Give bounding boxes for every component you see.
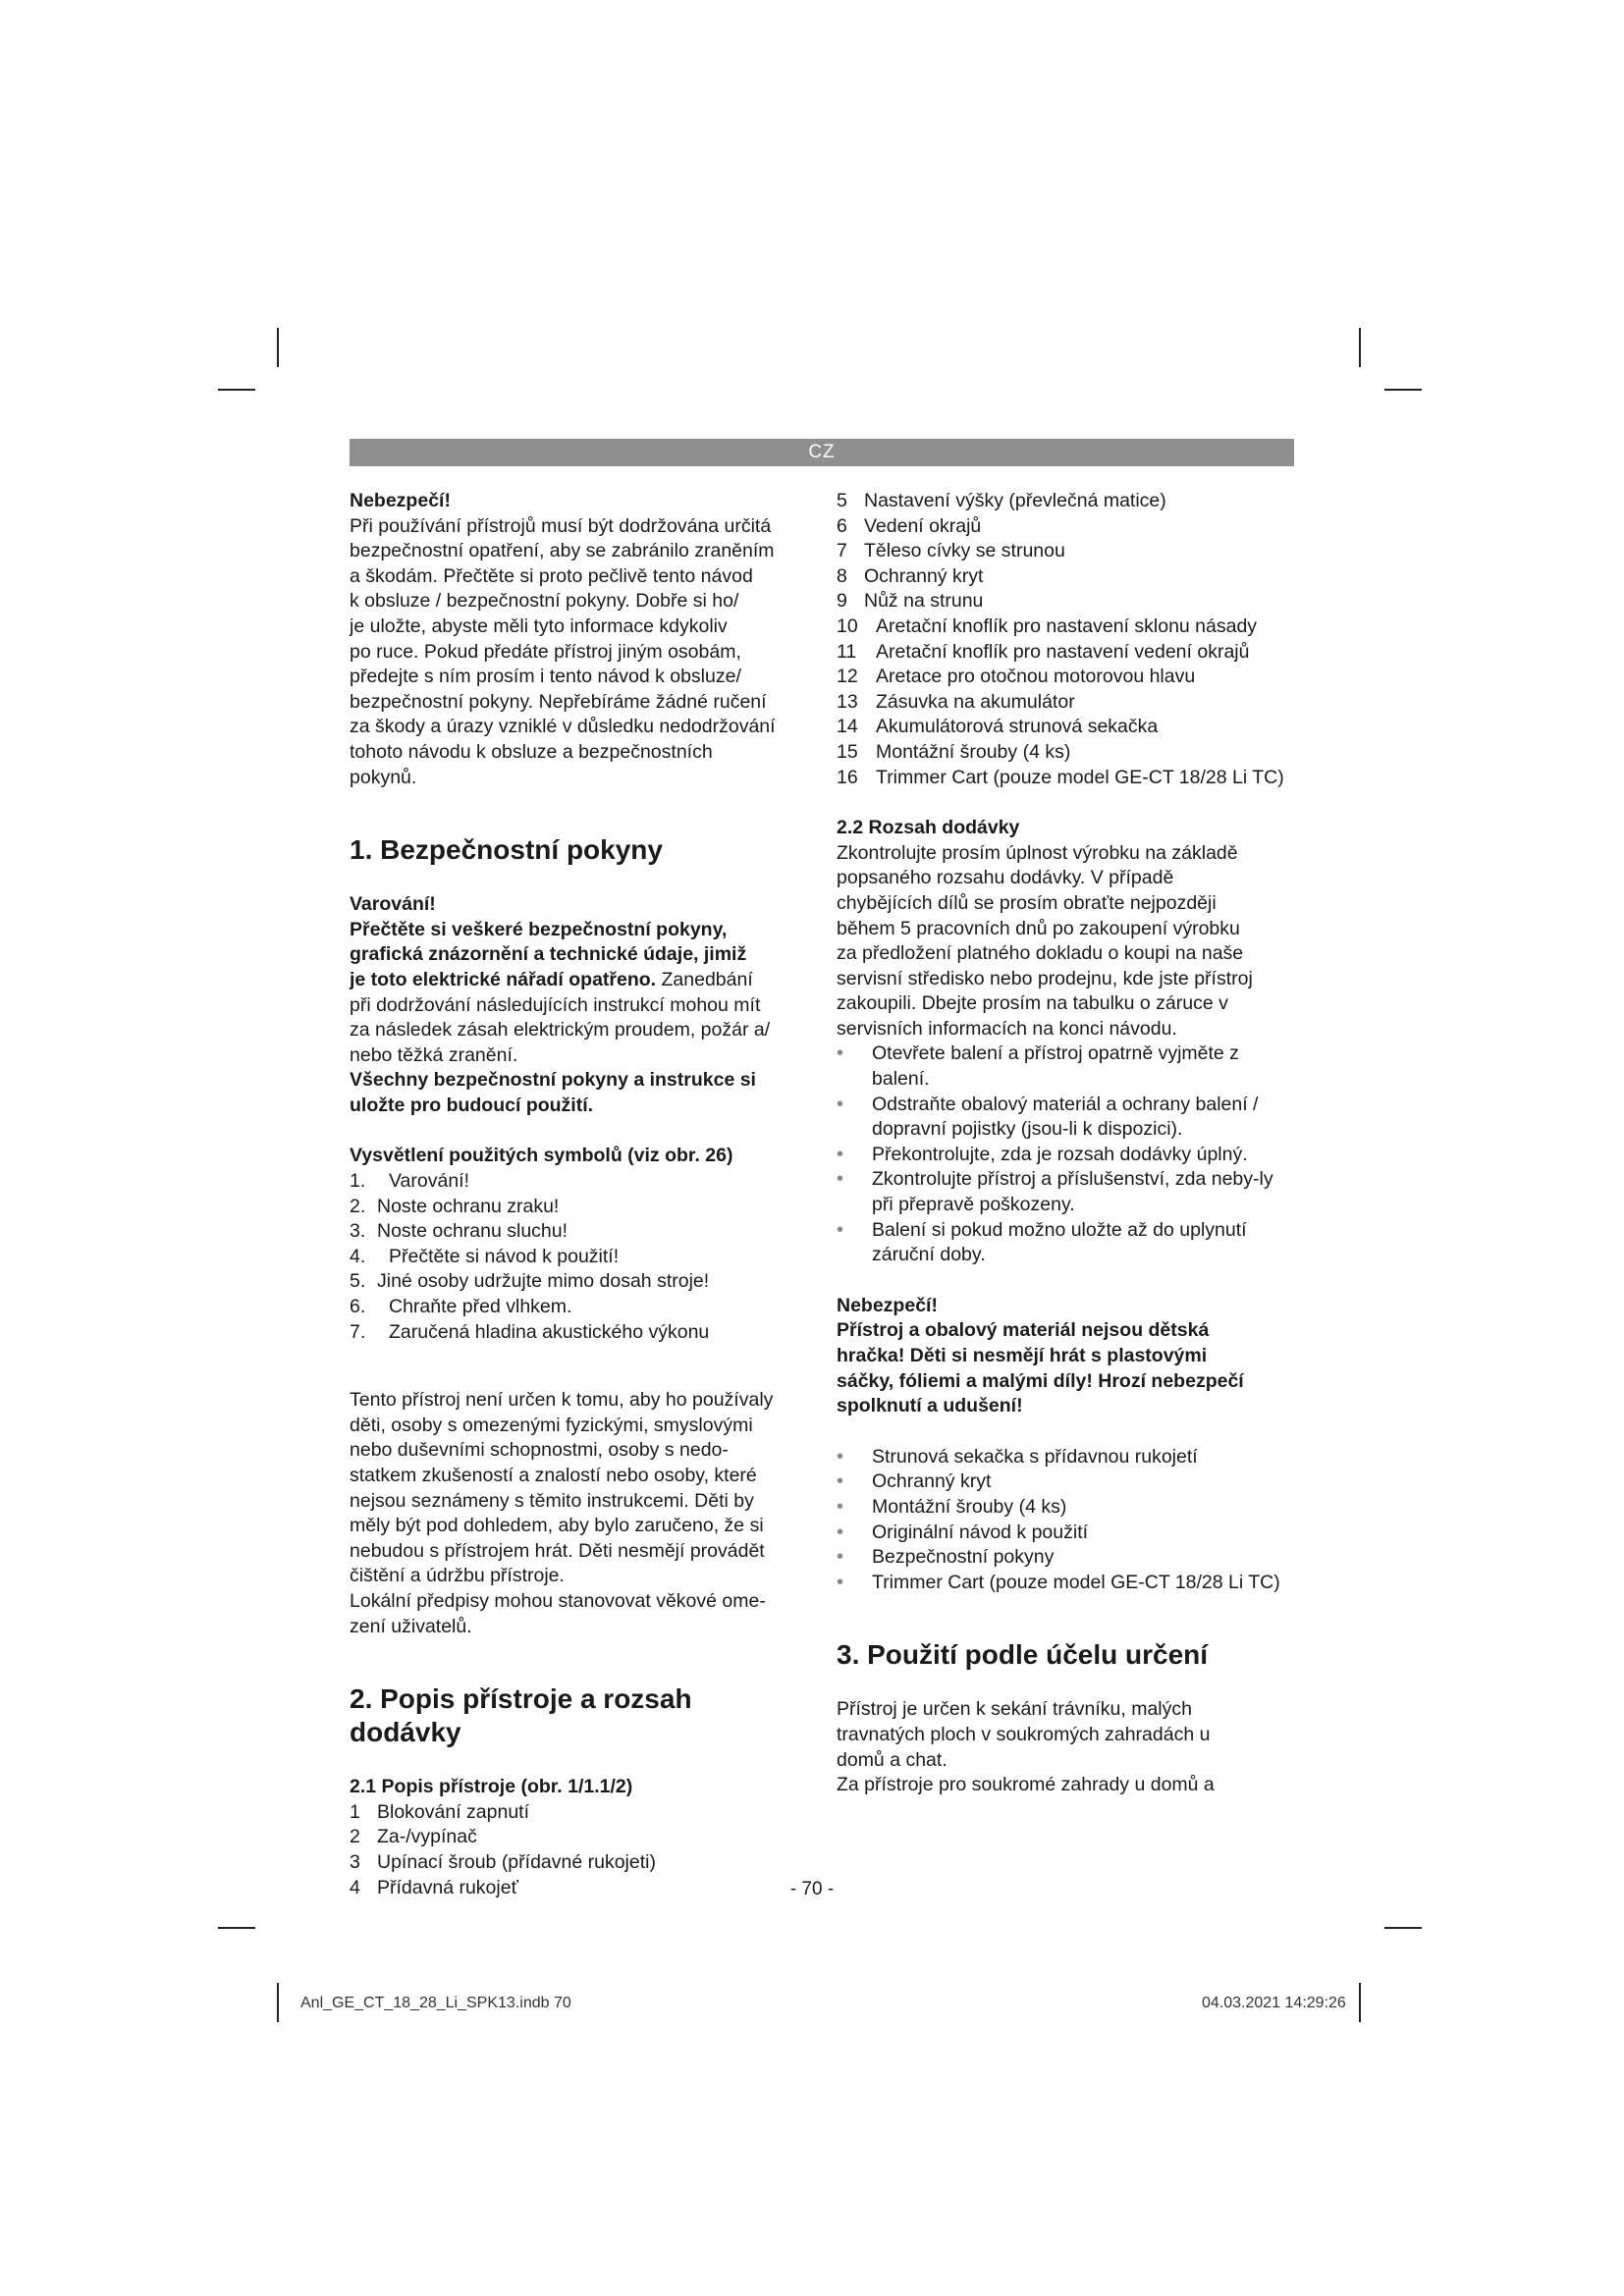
item-text: Nůž na strunu xyxy=(864,590,984,613)
text-line: nebo duševními schopnostmi, osoby s nedo- xyxy=(350,1439,729,1462)
item-number: 9 xyxy=(837,590,847,613)
item-number: 8 xyxy=(837,564,847,587)
item-number: 3 xyxy=(350,1850,360,1873)
item-number: 12 xyxy=(837,666,858,688)
item-text: Ochranný kryt xyxy=(872,1470,992,1493)
bullet-icon: • xyxy=(837,1143,844,1165)
text-line: děti, osoby s omezenými fyzickými, smyslovými xyxy=(350,1414,753,1436)
text-line: zakoupili. Dbejte prosím na tabulku o záruce v xyxy=(837,992,1228,1015)
item-number: 1 xyxy=(350,1800,360,1823)
text-line: servisní středisko nebo prodejnu, kde jste přístroj xyxy=(837,967,1253,989)
scope-text xyxy=(837,841,1298,1042)
item-text: Noste ochranu sluchu! xyxy=(377,1220,568,1243)
text-line: při dodržování následujících instrukcí mohou mít xyxy=(350,993,761,1016)
text-line: Tento přístroj není určen k tomu, aby ho používaly xyxy=(350,1389,774,1412)
list-item xyxy=(350,1850,805,1876)
symbols-list xyxy=(350,1169,805,1345)
item-text: Montážní šrouby (4 ks) xyxy=(872,1495,1067,1518)
item-text: Chraňte před vlhkem. xyxy=(389,1296,572,1318)
list-item xyxy=(837,1521,1298,1546)
list-item xyxy=(350,1825,805,1850)
danger-bold-line: sáčky, fóliemi a malými díly! Hrozí nebezpečí xyxy=(837,1369,1244,1392)
section-heading-description: 2. Popis přístroje a rozsah dodávky xyxy=(350,1683,692,1748)
list-item xyxy=(350,1169,805,1195)
item-text: Jiné osoby udržujte mimo dosah stroje! xyxy=(377,1270,710,1293)
item-text: Montážní šrouby (4 ks) xyxy=(876,740,1071,763)
danger-bold-line: Přístroj a obalový materiál nejsou dětská xyxy=(837,1319,1210,1342)
crop-mark xyxy=(277,328,279,367)
list-item xyxy=(350,1269,805,1295)
item-number: 5 xyxy=(837,490,847,511)
item-number: 6 xyxy=(837,514,847,537)
item-text: Přečtěte si návod k použití! xyxy=(389,1245,620,1267)
item-text: Varování! xyxy=(389,1170,470,1193)
crop-mark xyxy=(1359,328,1361,367)
item-number: 1. xyxy=(350,1170,366,1193)
text-line: travnatých ploch v soukromých zahradách u xyxy=(837,1723,1211,1745)
item-number: 2. xyxy=(350,1195,366,1217)
item-text: Aretační knoflík pro nastavení vedení okrajů xyxy=(876,640,1250,663)
item-text: Originální návod k použití xyxy=(872,1521,1089,1543)
item-text: Bezpečnostní pokyny xyxy=(872,1546,1055,1569)
item-text: Zkontrolujte přístroj a příslušenství, zda neby-ly při přepravě poškozeny. xyxy=(872,1168,1273,1216)
language-header-bar: CZ xyxy=(350,439,1294,466)
bullet-icon: • xyxy=(837,1546,844,1569)
list-item xyxy=(837,690,1298,716)
list-item xyxy=(837,740,1298,766)
list-item xyxy=(350,1219,805,1245)
text-line: za předložení platného dokladu o koupi na naše xyxy=(837,942,1244,965)
text-line: předejte s ním prosím i tento návod k obsluze/ xyxy=(350,666,741,688)
list-item xyxy=(837,715,1298,740)
item-text: Trimmer Cart (pouze model GE-CT 18/28 Li TC) xyxy=(876,766,1284,788)
item-text: Odstraňte obalový materiál a ochrany balení / dopravní pojistky (jsou-li k dispozici). xyxy=(872,1093,1259,1141)
text-line: tohoto návodu k obsluze a bezpečnostních xyxy=(350,740,713,763)
list-item xyxy=(837,564,1298,590)
crop-mark xyxy=(218,389,255,391)
text-line: a škodám. Přečtěte si proto pečlivě tento návod xyxy=(350,564,753,587)
text-line: měly být pod dohledem, aby bylo zaručeno, že si xyxy=(350,1515,764,1537)
list-item xyxy=(350,1195,805,1220)
item-number: 10 xyxy=(837,614,858,637)
warning-bold-line: grafická znázornění a technické údaje, jimiž xyxy=(350,943,747,966)
item-text: Noste ochranu zraku! xyxy=(377,1195,560,1217)
list-item xyxy=(837,489,1298,514)
list-item xyxy=(350,1295,805,1320)
list-item xyxy=(837,1495,1298,1521)
text-line: nejsou seznámeny s těmito instrukcemi. Děti by xyxy=(350,1489,754,1512)
text-line: statkem zkušeností a znalostí nebo osoby, které xyxy=(350,1465,757,1486)
list-item xyxy=(837,614,1298,640)
scope-steps-list xyxy=(837,1041,1298,1267)
print-timestamp: 04.03.2021 14:29:26 xyxy=(1202,1995,1346,2011)
crop-mark xyxy=(1359,1983,1361,2022)
item-number: 7. xyxy=(350,1320,366,1343)
item-text: Vedení okrajů xyxy=(864,514,982,537)
subsection-heading-description: 2.1 Popis přístroje (obr. 1/1.1/2) xyxy=(350,1776,633,1798)
list-item xyxy=(837,1571,1298,1596)
package-contents-list xyxy=(837,1445,1298,1596)
item-number: 5. xyxy=(350,1270,366,1293)
text-line: během 5 pracovních dnů po zakoupení výrobku xyxy=(837,917,1240,939)
text-line: servisních informacích na konci návodu. xyxy=(837,1017,1177,1040)
item-text: Překontrolujte, zda je rozsah dodávky úplný. xyxy=(872,1143,1248,1165)
warning-title: Varování! xyxy=(350,893,436,916)
item-number: 4 xyxy=(350,1876,360,1898)
item-text: Za-/vypínač xyxy=(377,1826,477,1848)
text-line: popsaného rozsahu dodávky. V případě xyxy=(837,867,1174,889)
warning-bold-fragment: je toto elektrické nářadí opatřeno. xyxy=(350,968,657,990)
list-item xyxy=(837,665,1298,690)
right-column xyxy=(837,489,1298,1798)
danger-bold-line: spolknutí a udušení! xyxy=(837,1395,1023,1417)
item-number: 2 xyxy=(350,1826,360,1848)
warning-bold-line: Přečtěte si veškeré bezpečnostní pokyny, xyxy=(350,918,728,940)
bullet-icon: • xyxy=(837,1168,844,1191)
item-number: 15 xyxy=(837,740,858,763)
item-number: 14 xyxy=(837,716,858,738)
item-text: Aretace pro otočnou motorovou hlavu xyxy=(876,666,1196,688)
text-line: bezpečnostní pokyny. Nepřebíráme žádné ručení xyxy=(350,690,767,713)
keep-instructions-line: Všechny bezpečnostní pokyny a instrukce si xyxy=(350,1069,756,1092)
item-number: 6. xyxy=(350,1296,366,1318)
section-heading-safety: 1. Bezpečnostní pokyny xyxy=(350,834,663,866)
parts-list-continued xyxy=(837,489,1298,790)
item-text: Balení si pokud možno uložte až do uplynutí záruční doby. xyxy=(872,1218,1247,1266)
text-line: po ruce. Pokud předáte přístroj jiným osobám, xyxy=(350,640,741,663)
crop-mark xyxy=(1384,389,1422,391)
intended-use-text xyxy=(837,1697,1298,1797)
bullet-icon: • xyxy=(837,1445,844,1468)
symbols-heading: Vysvětlení použitých symbolů (viz obr. 26) xyxy=(350,1145,733,1167)
list-item xyxy=(350,1800,805,1826)
danger-bold-line: hračka! Děti si nesmějí hrát s plastovými xyxy=(837,1345,1208,1366)
item-text: Přídavná rukojeť xyxy=(377,1876,518,1898)
item-number: 13 xyxy=(837,690,858,713)
item-number: 4. xyxy=(350,1245,366,1267)
item-text: Strunová sekačka s přídavnou rukojetí xyxy=(872,1445,1198,1468)
item-text: Trimmer Cart (pouze model GE-CT 18/28 Li TC) xyxy=(872,1571,1280,1593)
item-text: Aretační knoflík pro nastavení sklonu násady xyxy=(876,614,1258,637)
item-number: 3. xyxy=(350,1220,366,1243)
crop-mark xyxy=(277,1983,279,2022)
text-line: za škody a úrazy vzniklé v důsledku nedodržování xyxy=(350,716,776,738)
text-line: chybějících dílů se prosím obraťte nejpozději xyxy=(837,891,1217,914)
item-text: Těleso cívky se strunou xyxy=(864,540,1065,562)
item-number: 11 xyxy=(837,640,857,663)
bullet-icon: • xyxy=(837,1470,844,1493)
danger-title: Nebezpečí! xyxy=(837,1294,938,1316)
list-item xyxy=(837,1445,1298,1470)
item-text: Upínací šroub (přídavné rukojeti) xyxy=(377,1850,656,1873)
bullet-icon: • xyxy=(837,1521,844,1543)
list-item xyxy=(837,514,1298,540)
list-item xyxy=(350,1245,805,1270)
text-line: k obsluze / bezpečnostní pokyny. Dobře si ho/ xyxy=(350,590,739,613)
text-line: nebo těžká zranění. xyxy=(350,1043,518,1066)
list-item xyxy=(837,1167,1298,1217)
list-item xyxy=(837,1545,1298,1571)
item-text: Akumulátorová strunová sekačka xyxy=(876,716,1159,738)
text-line: Při používání přístrojů musí být dodržována určitá xyxy=(350,514,772,537)
usage-restrictions-text xyxy=(350,1388,805,1639)
section-heading-intended-use: 3. Použití podle účelu určení xyxy=(837,1639,1209,1671)
file-slug: Anl_GE_CT_18_28_Li_SPK13.indb 70 xyxy=(300,1995,571,2011)
list-item xyxy=(837,1093,1298,1143)
danger-title: Nebezpečí! xyxy=(350,490,451,511)
text-line: Za přístroje pro soukromé zahrady u domů a xyxy=(837,1774,1215,1796)
item-text: Blokování zapnutí xyxy=(377,1800,530,1823)
warning-fragment: Zanedbání xyxy=(656,968,753,990)
list-item xyxy=(837,589,1298,614)
bullet-icon: • xyxy=(837,1042,844,1065)
list-item xyxy=(837,1041,1298,1092)
item-number: 7 xyxy=(837,540,847,562)
item-text: Nastavení výšky (převlečná matice) xyxy=(864,490,1166,511)
bullet-icon: • xyxy=(837,1218,844,1241)
left-column xyxy=(350,489,805,1900)
keep-instructions-line: uložte pro budoucí použití. xyxy=(350,1094,594,1116)
text-line: Zkontrolujte prosím úplnost výrobku na základě xyxy=(837,841,1238,864)
text-line: Lokální předpisy mohou stanovovat věkové ome- xyxy=(350,1589,766,1612)
bullet-icon: • xyxy=(837,1571,844,1593)
list-item xyxy=(350,1320,805,1346)
text-line: bezpečnostní opatření, aby se zabránilo zraněním xyxy=(350,540,775,562)
list-item xyxy=(837,766,1298,791)
danger-text xyxy=(350,514,805,791)
text-line: pokynů. xyxy=(350,766,417,788)
item-number: 16 xyxy=(837,766,858,788)
subsection-heading-scope: 2.2 Rozsah dodávky xyxy=(837,817,1020,839)
bullet-icon: • xyxy=(837,1495,844,1518)
warning-mixed-line xyxy=(350,968,805,993)
item-text: Zaručená hladina akustického výkonu xyxy=(389,1320,710,1343)
list-item xyxy=(837,1143,1298,1168)
item-text: Zásuvka na akumulátor xyxy=(876,690,1075,713)
page-number: - 70 - xyxy=(789,1879,835,1899)
list-item xyxy=(837,539,1298,564)
item-text: Otevřete balení a přístroj opatrně vyjměte z balení. xyxy=(872,1042,1239,1091)
text-line: Přístroj je určen k sekání trávníku, malých xyxy=(837,1698,1192,1721)
text-line: nebudou s přístrojem hrát. Děti nesmějí provádět xyxy=(350,1539,765,1562)
text-line: čištění a údržbu přístroje. xyxy=(350,1565,565,1587)
list-item xyxy=(837,640,1298,666)
text-line: domů a chat. xyxy=(837,1748,947,1771)
crop-mark xyxy=(1384,1927,1422,1929)
bullet-icon: • xyxy=(837,1093,844,1115)
list-item xyxy=(837,1469,1298,1495)
crop-mark xyxy=(218,1927,255,1929)
text-line: zení uživatelů. xyxy=(350,1615,472,1637)
text-line: za následek zásah elektrickým proudem, požár a/ xyxy=(350,1019,771,1041)
text-line: je uložte, abyste měli tyto informace kdykoliv xyxy=(350,614,728,637)
item-text: Ochranný kryt xyxy=(864,564,984,587)
list-item xyxy=(837,1218,1298,1268)
